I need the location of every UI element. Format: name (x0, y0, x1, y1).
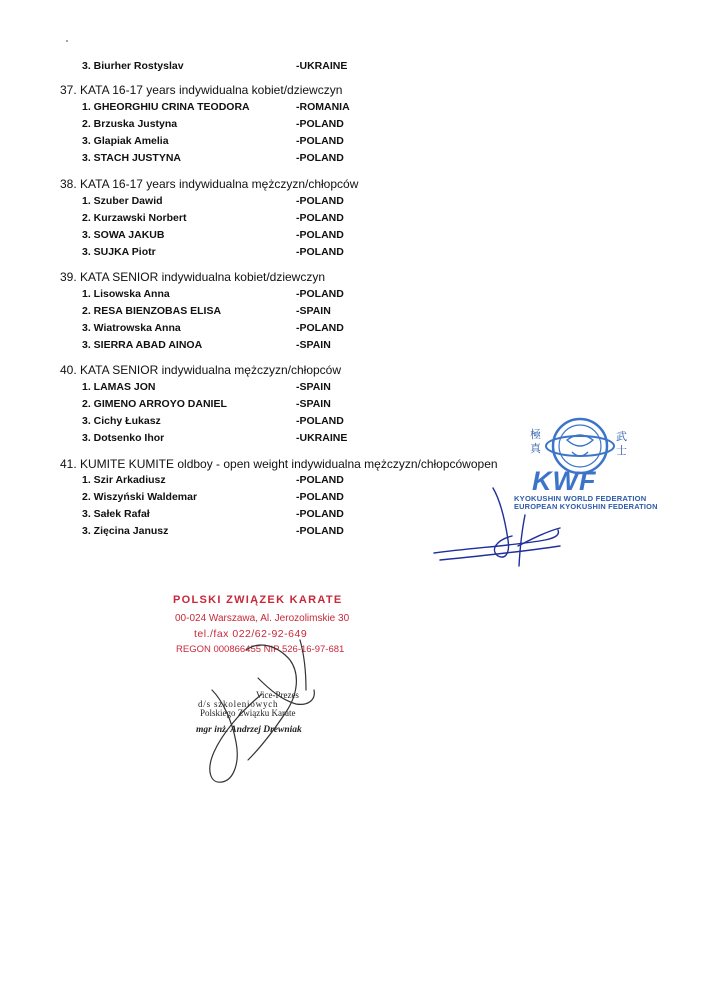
competitor-name: 1. Lisowska Anna (82, 288, 170, 300)
competitor-country: -UKRAINE (296, 60, 348, 72)
competitor-country: -ROMANIA (296, 101, 350, 113)
svg-text:士: 士 (616, 444, 627, 457)
competitor-name: 3. SUJKA Piotr (82, 246, 156, 258)
competitor-name: 3. Sałek Rafał (82, 508, 150, 520)
competitor-country: -POLAND (296, 246, 344, 258)
competitor-name: 3. Zięcina Janusz (82, 525, 169, 537)
section-heading-41: 41. KUMITE KUMITE oldboy - open weight indywidualna mężczyzn/chłopcówopen (60, 457, 498, 471)
competitor-country: -SPAIN (296, 339, 331, 351)
competitor-country: -SPAIN (296, 305, 331, 317)
competitor-name: 1. GHEORGHIU CRINA TEODORA (82, 101, 250, 113)
competitor-name: 1. Szir Arkadiusz (82, 474, 166, 486)
section-heading-37: 37. KATA 16-17 years indywidualna kobiet/dziewczyn (60, 83, 343, 97)
competitor-country: -POLAND (296, 152, 344, 164)
competitor-country: -POLAND (296, 491, 344, 503)
competitor-country: -SPAIN (296, 381, 331, 393)
competitor-name: 3. SIERRA ABAD AINOA (82, 339, 203, 351)
competitor-country: -SPAIN (296, 398, 331, 410)
signature-blue (434, 488, 560, 566)
competitor-country: -POLAND (296, 508, 344, 520)
competitor-name: 1. Szuber Dawid (82, 195, 163, 207)
competitor-country: -POLAND (296, 288, 344, 300)
stamp-phone: tel./fax 022/62-92-649 (194, 628, 308, 640)
officer-organization: Polskiego Związku Karate (200, 708, 296, 718)
competitor-name: 2. GIMENO ARROYO DANIEL (82, 398, 227, 410)
competitor-country: -UKRAINE (296, 432, 348, 444)
competitor-country: -POLAND (296, 415, 344, 427)
stamp-organization-name: POLSKI ZWIĄZEK KARATE (173, 594, 343, 606)
competitor-name: 3. Cichy Łukasz (82, 415, 161, 427)
section-heading-40: 40. KATA SENIOR indywidualna mężczyzn/chłopców (60, 363, 342, 377)
officer-department: d/s szkoleniowych (198, 699, 279, 709)
competitor-country: -POLAND (296, 195, 344, 207)
competitor-country: -POLAND (296, 118, 344, 130)
competitor-name: 2. RESA BIENZOBAS ELISA (82, 305, 222, 317)
officer-name: mgr inż. Andrzej Drewniak (196, 725, 302, 735)
svg-text:極: 極 (530, 428, 541, 441)
competitor-name: 2. Kurzawski Norbert (82, 212, 187, 224)
section-heading-38: 38. KATA 16-17 years indywidualna mężczyzn/chłopców (60, 177, 359, 191)
competitor-name: 3. SOWA JAKUB (82, 229, 165, 241)
competitor-name: 3. Glapiak Amelia (82, 135, 169, 147)
kwf-logo: KWF (532, 466, 597, 496)
signature-dark (210, 640, 314, 782)
stamp-address: 00-024 Warszawa, Al. Jerozolimskie 30 (175, 613, 350, 624)
seal-federation-line: KYOKUSHIN WORLD FEDERATION (514, 494, 647, 503)
competitor-name: 2. Wiszyński Waldemar (82, 491, 198, 503)
competitor-name: 3. STACH JUSTYNA (82, 152, 181, 164)
svg-text:武: 武 (616, 430, 627, 443)
competitor-country: -POLAND (296, 135, 344, 147)
officer-title: Vice-Prezes (256, 690, 299, 700)
competitor-country: -POLAND (296, 322, 344, 334)
competitor-name: 3. Biurher Rostyslav (82, 60, 184, 72)
competitor-name: 3. Dotsenko Ihor (82, 432, 165, 444)
competitor-country: -POLAND (296, 474, 344, 486)
svg-text:真: 真 (530, 442, 541, 455)
competitor-name: 2. Brzuska Justyna (82, 118, 178, 130)
competitor-name: 1. LAMAS JON (82, 381, 156, 393)
section-heading-39: 39. KATA SENIOR indywidualna kobiet/dziewczyn (60, 270, 326, 284)
stamp-registration: REGON 000866455 NIP 526-16-97-681 (176, 644, 345, 655)
competitor-name: 3. Wiatrowska Anna (82, 322, 181, 334)
competitor-country: -POLAND (296, 525, 344, 537)
competitor-country: -POLAND (296, 212, 344, 224)
competitor-country: -POLAND (296, 229, 344, 241)
seal-european-line: EUROPEAN KYOKUSHIN FEDERATION (514, 502, 658, 511)
